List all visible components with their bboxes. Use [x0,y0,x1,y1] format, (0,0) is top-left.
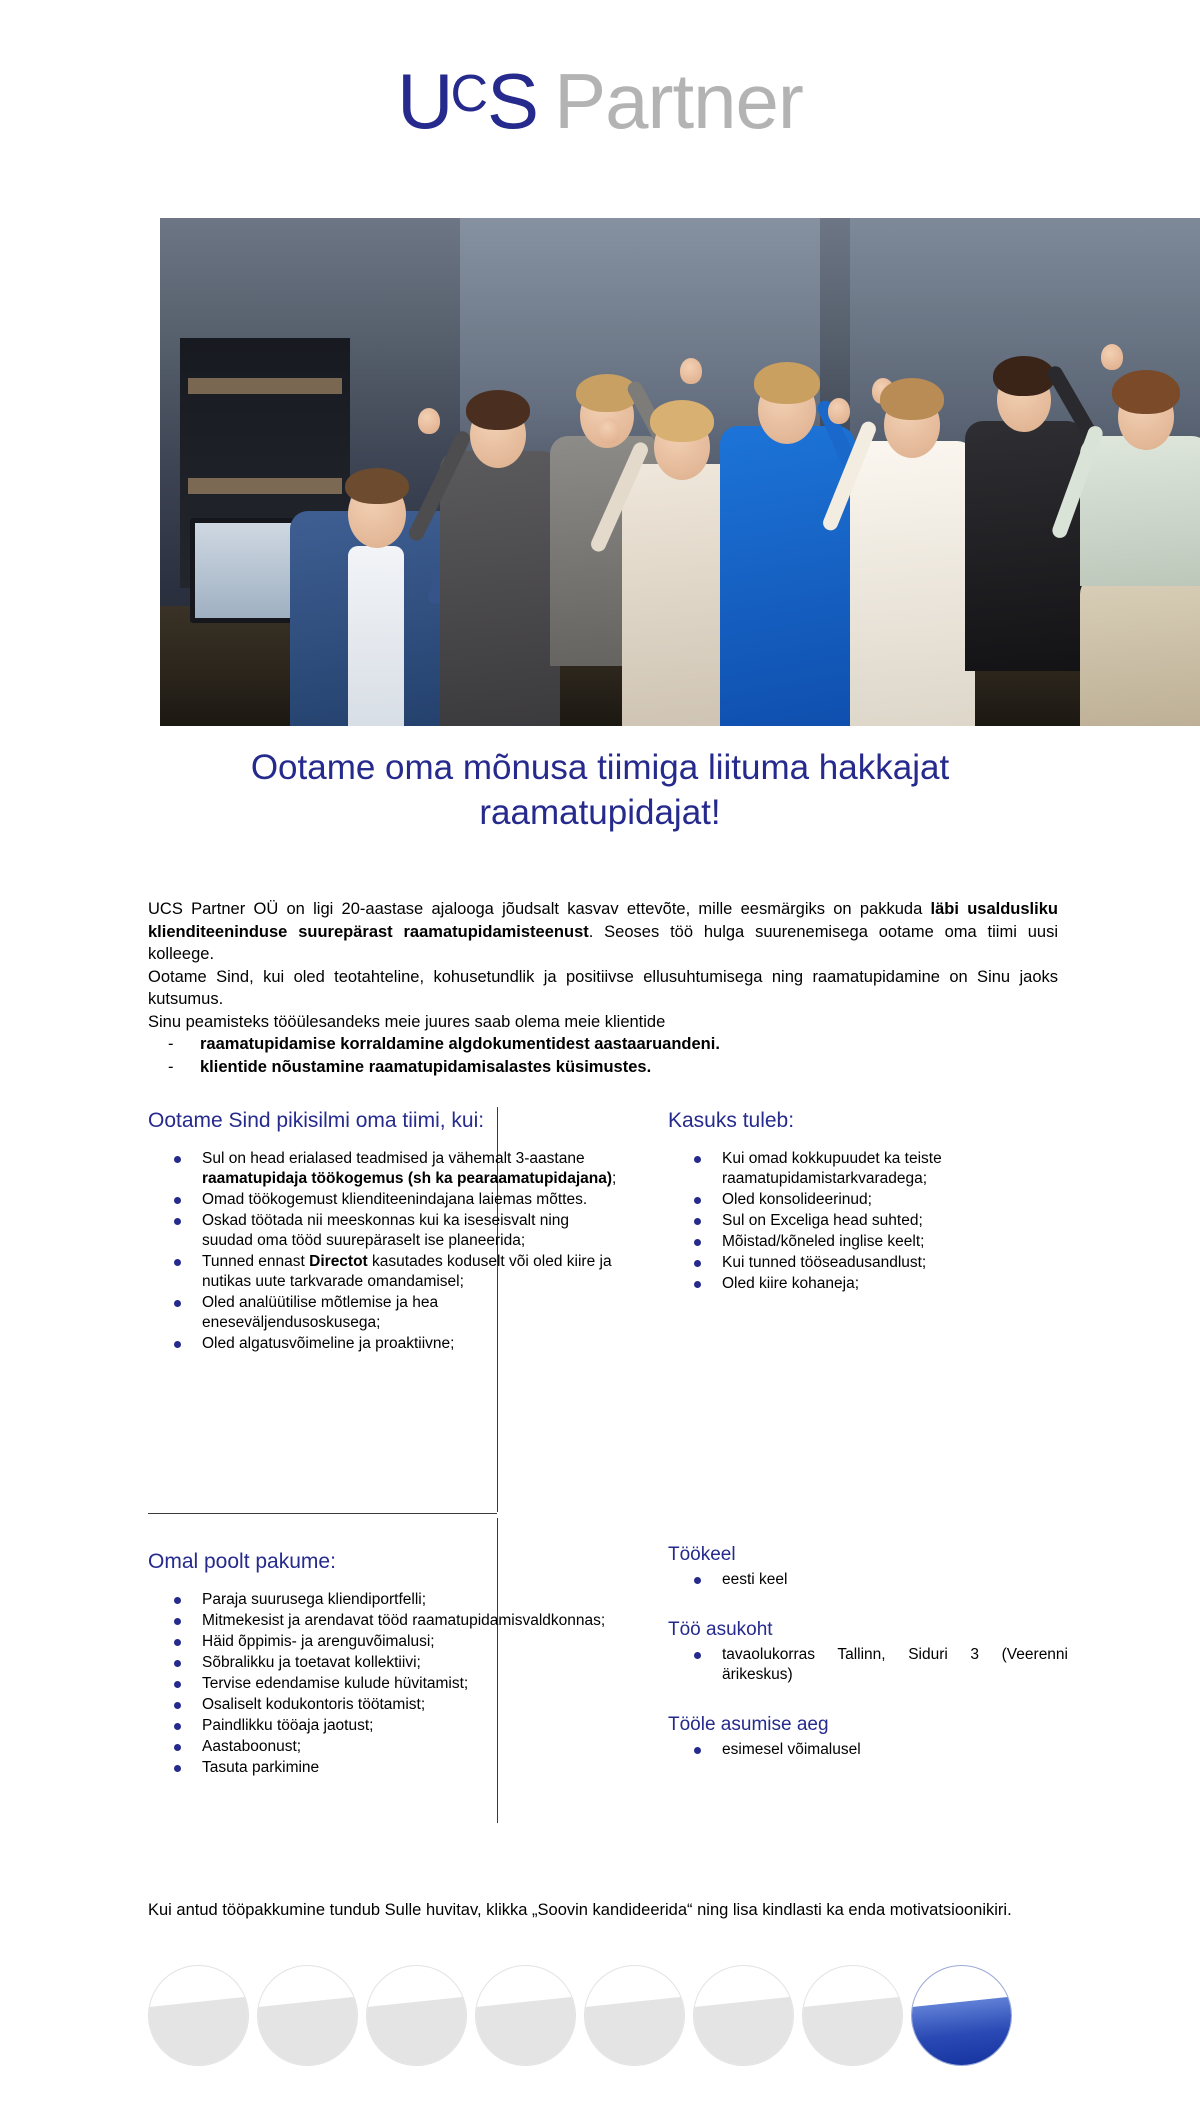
intro-p1-bold: läbi usaldusliku klienditeeninduse suurepärast raamatupidamisteenust [148,900,1058,941]
expectations-title: Ootame Sind pikisilmi oma tiimi, kui: [148,1109,485,1132]
list-item: Mitmekesist ja arendavat tööd raamatupidamisvaldkonnas; [202,1611,618,1631]
list-item: Aastaboonust; [202,1737,618,1757]
list-item: Paraja suurusega kliendiportfelli; [202,1590,618,1610]
offer-title: Omal poolt pakume: [148,1550,336,1573]
spacer [668,1686,1068,1712]
spacer [668,1591,1068,1617]
intro-block [148,898,1058,1079]
company-logo [0,56,1200,147]
item-bold: Directot [309,1253,368,1270]
list-item [202,1334,618,1354]
list-item: - klientide nõustamine raamatupidamisalastes küsimustes. [200,1056,1058,1079]
decor-circle [148,1965,249,2066]
decorative-circles [148,1965,1078,2085]
list-item: eesti keel [722,1570,1068,1590]
list-item: tavaolukorras Tallinn, Siduri 3 (Veerenni ärikeskus) [722,1646,1068,1683]
decor-circle [475,1965,576,2066]
decor-circle [584,1965,685,2066]
logo-letter-u: U [397,57,453,145]
intro-paragraph-3: Sinu peamisteks tööülesandeks meie juures saab olema meie klientide [148,1012,666,1031]
advantages-title: Kasuks tuleb: [668,1109,795,1132]
item-text: Oled algatusvõimeline ja proaktiivne; [202,1335,455,1352]
location-list [668,1645,1068,1685]
list-item [202,1190,618,1210]
list-item [202,1149,618,1189]
list-item: esimesel võimalusel [722,1740,1068,1760]
start-date-title: Tööle asumise aeg [668,1714,829,1735]
list-item: Oled konsolideerinud; [722,1190,1068,1210]
item-text: Oled analüütilise mõtlemise ja hea eneseväljendusoskusega; [202,1294,439,1331]
list-item: Paindlikku tööaja jaotust; [202,1716,618,1736]
list-item [202,1252,618,1292]
apply-instructions: Kui antud tööpakkumine tundub Sulle huvitav, klikka „Soovin kandideerida“ ning lisa kindlasti ka enda motivatsioonikiri. [148,1901,1012,1919]
item-bold: raamatupidaja töökogemus (sh ka pearaamatupidajana) [202,1170,613,1187]
logo-letter-s: S [487,57,539,145]
list-item: Oled kiire kohaneja; [722,1274,1068,1294]
item-text: Omad töökogemust klienditeenindajana laiemas mõttes. [202,1191,588,1208]
list-item: Kui tunned tööseadusandlust; [722,1253,1068,1273]
item-tail: ; [612,1170,617,1187]
decor-circle [693,1965,794,2066]
decor-circle-highlight [911,1965,1012,2066]
decor-circle [366,1965,467,2066]
intro-paragraph-2: Ootame Sind, kui oled teotahteline, kohusetundlik ja positiivse ellusuhtumisega ning raamatupidamine on Sinu jaoks kutsumus. [148,967,1058,1008]
list-item [202,1211,618,1251]
language-list [668,1570,1068,1590]
item-tail: kasutades koduselt või oled kiire ja nutikas uute tarkvarade omandamisel; [202,1253,612,1290]
list-item: Tasuta parkimine [202,1758,618,1778]
decor-circle [257,1965,358,2066]
expectations-list [148,1149,618,1354]
list-item: Sõbralikku ja toetavat kollektiivi; [202,1653,618,1673]
item-text: Tunned ennast [202,1253,310,1270]
intro-p1-part-c: . Seoses töö hulga suurenemisega ootame oma tiimi uusi kolleege. [148,922,1058,963]
list-item: - raamatupidamise korraldamine algdokumentidest aastaaruandeni. [200,1033,1058,1056]
list-item: Kui omad kokkupuudet ka teiste raamatupidamistarkvaradega; [722,1149,1068,1189]
advantages-list [668,1149,1068,1294]
logo-letter-c: C [450,65,489,123]
intro-paragraph-1 [148,898,1058,966]
logo-word-partner: Partner [554,57,803,145]
list-item: Mõistad/kõneled inglise keelt; [722,1232,1068,1252]
language-title: Töökeel [668,1544,736,1565]
decor-circle [802,1965,903,2066]
list-item [202,1293,618,1333]
start-date-list [668,1740,1068,1760]
horizontal-divider [148,1513,497,1514]
item-text: Oskad töötada nii meeskonnas kui ka iseseisvalt ning suudad oma tööd suurepäraselt ise planeerida; [202,1212,570,1249]
item-text: Sul on head erialased teadmised ja vähemalt 3-aastane [202,1150,585,1167]
advantages-block [668,1107,1068,1295]
offer-block [148,1548,618,1779]
list-item: Sul on Exceliga head suhted; [722,1211,1068,1231]
list-item: Häid õppimis- ja arenguvõimalusi; [202,1632,618,1652]
intro-p1-part-a: UCS Partner OÜ on ligi 20-aastase ajalooga jõudsalt kasvav ettevõte, mille eesmärgiks on pakkuda [148,900,931,918]
list-item: Osaliselt kodukontoris töötamist; [202,1695,618,1715]
job-meta-block [668,1542,1068,1761]
location-title: Töö asukoht [668,1619,773,1640]
page-title: Ootame oma mõnusa tiimiga liituma hakkajat raamatupidajat! [250,748,950,832]
list-item: Tervise edendamise kulude hüvitamist; [202,1674,618,1694]
main-tasks-list [148,1033,1058,1079]
offer-list [148,1590,618,1778]
team-photo [160,218,1200,726]
expectations-block [148,1107,618,1355]
